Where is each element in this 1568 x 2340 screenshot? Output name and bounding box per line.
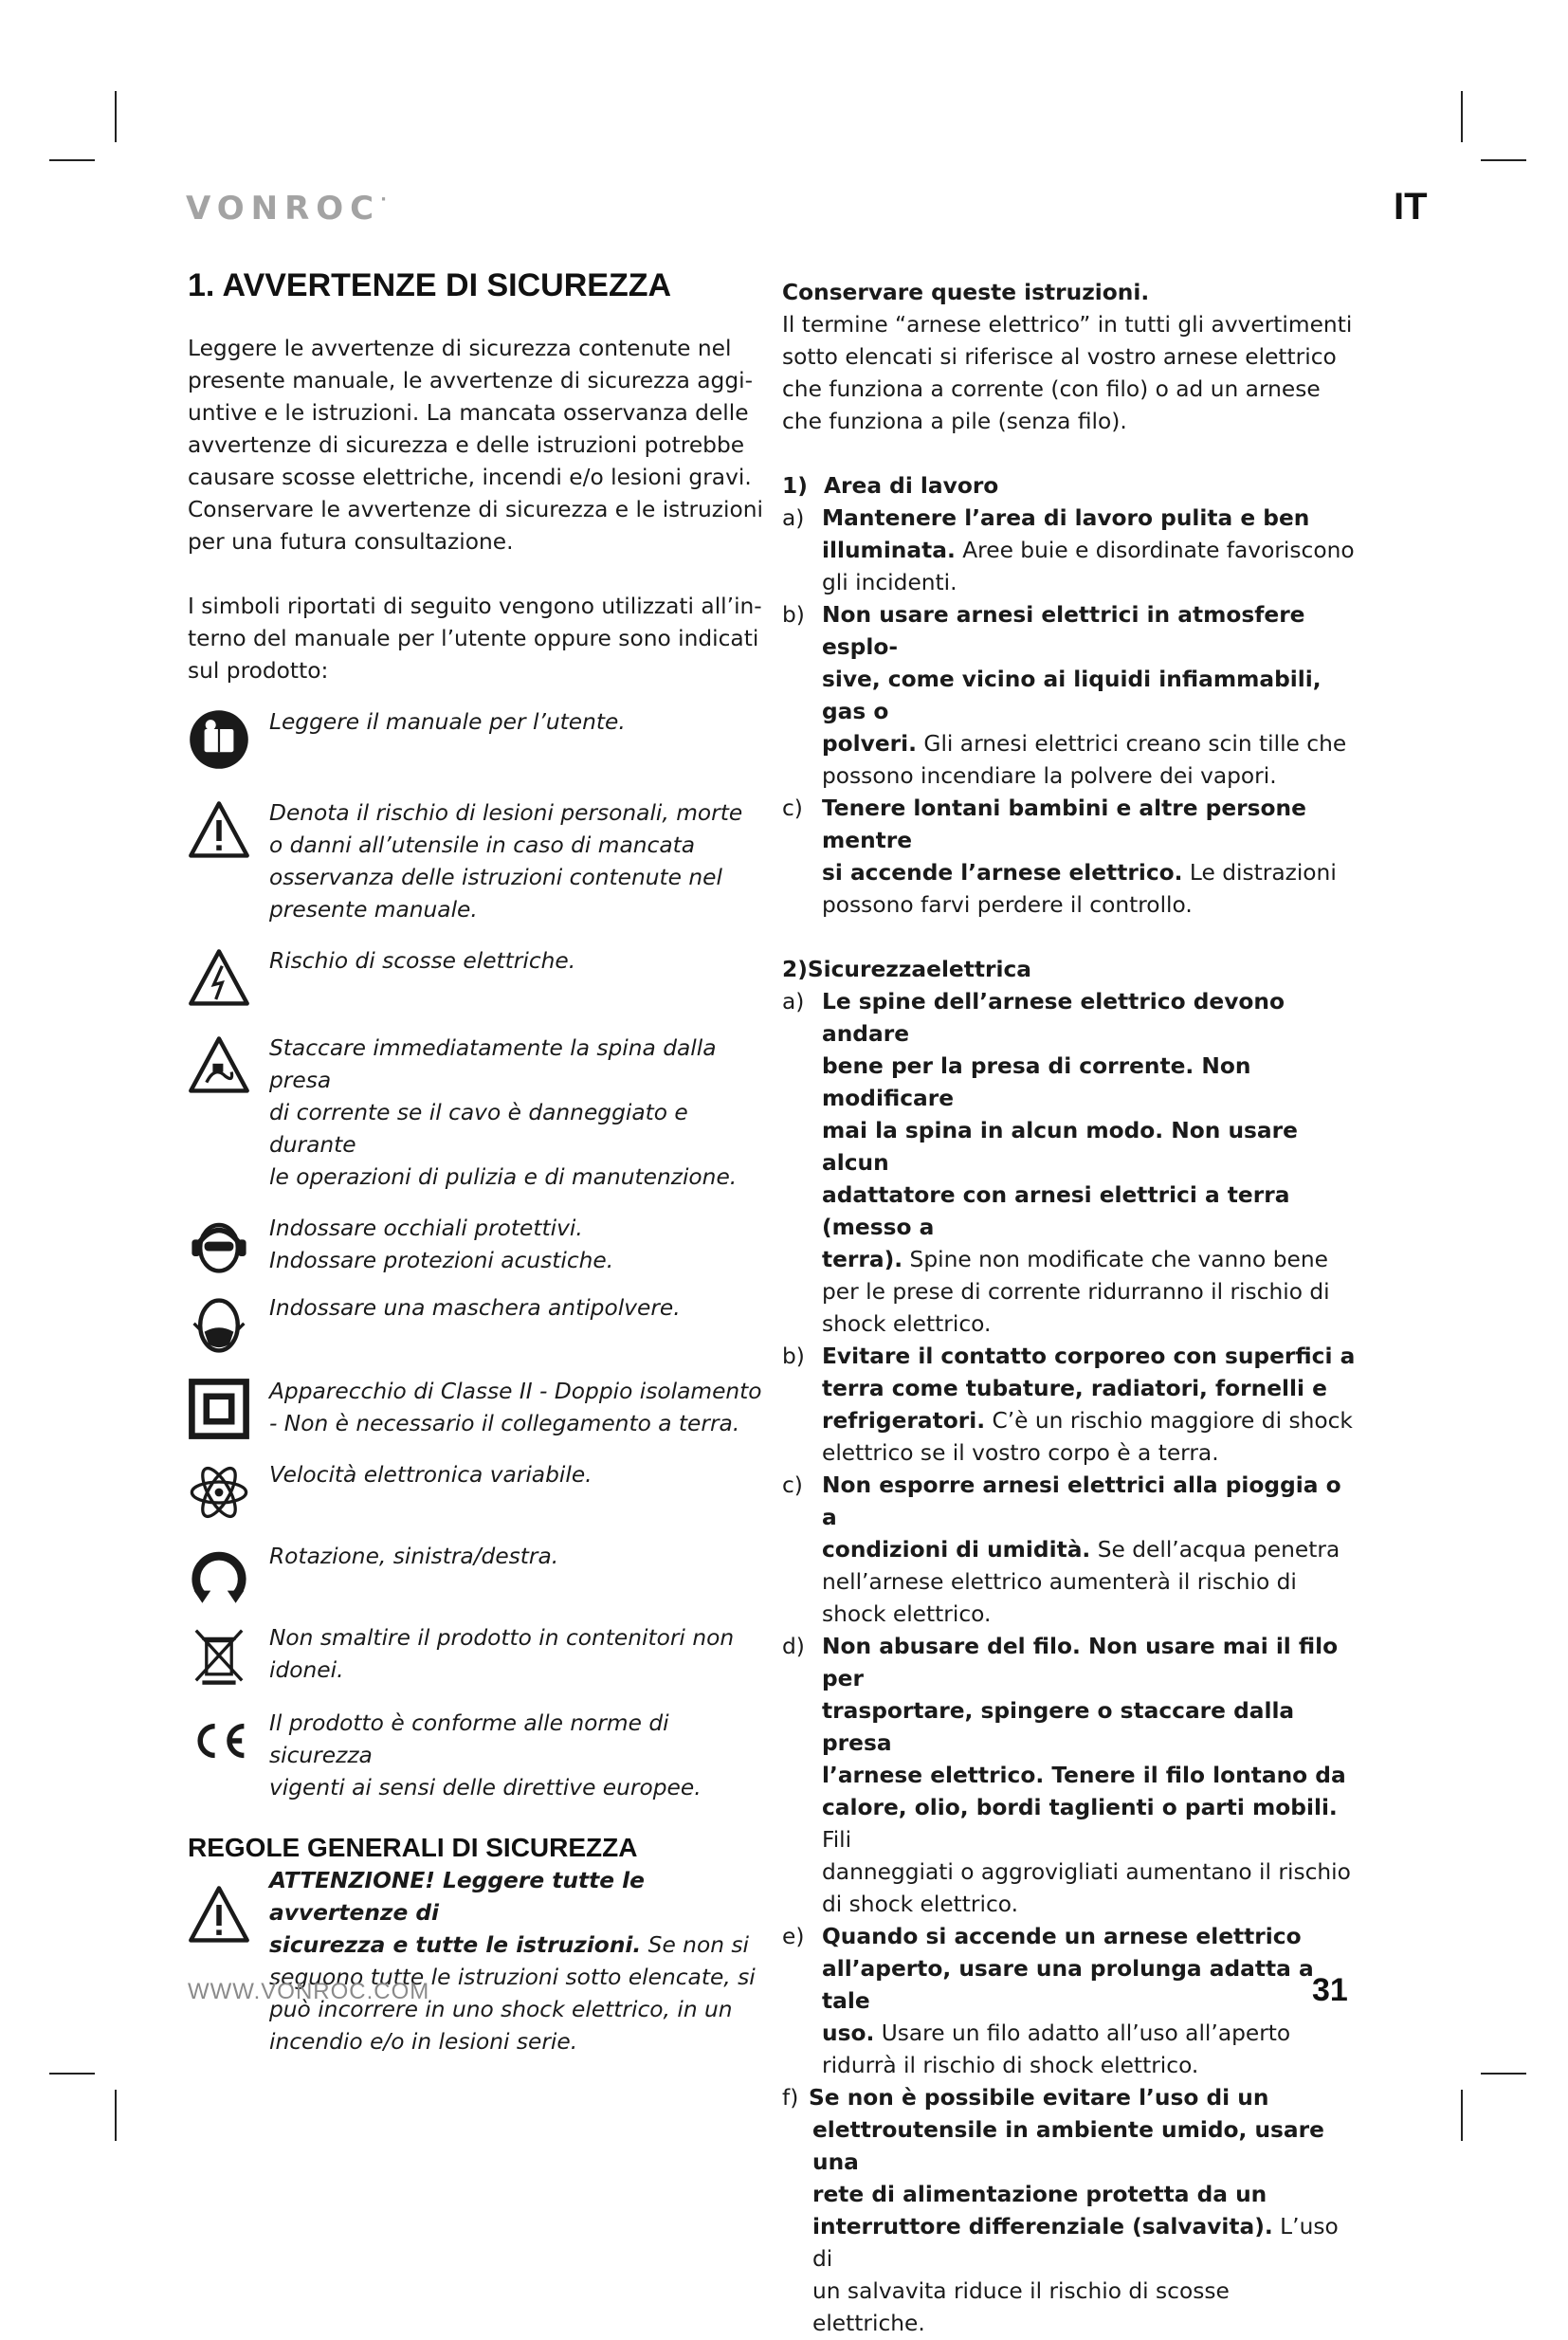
dust-mask-icon — [188, 1292, 269, 1357]
electric-shock-icon — [188, 945, 269, 1010]
crop-mark — [49, 2073, 95, 2075]
symbol-row: Rotazione, sinistra/destra. — [188, 1541, 766, 1605]
list-item: c) Non esporre arnesi elettrici alla pioggia o a condizioni di umidità. Se dell’acqua penetra nell’arnese elettrico aumenterà il rischio di shock elettrico. — [782, 1472, 1341, 1627]
read-manual-icon — [188, 706, 269, 771]
section-2-title: 2)Sicurezzaelettrica — [782, 957, 1032, 982]
list-item: f) Se non è possibile evitare l’uso di un elettroutensile in ambiente umido, usare una rete di alimentazione protetta da un interruttore differenziale (salvavita). L’uso di un salvavita riduce il rischio di scosse elettriche. — [782, 2085, 1339, 2336]
crop-mark — [1461, 91, 1463, 142]
crop-mark — [1481, 159, 1526, 161]
rotation-icon — [188, 1541, 269, 1605]
symbol-row: Velocità elettronica variabile. — [188, 1459, 766, 1524]
crop-mark — [115, 2090, 117, 2141]
general-rules-warning: ATTENZIONE! Leggere tutte le avvertenze di sicurezza e tutte le istruzioni. Se non si seguono tutte le istruzioni sotto elencate, si può incorrere in uno shock elettrico, in un incendio e/o in lesioni serie. — [188, 1865, 766, 2058]
right-column — [782, 277, 1362, 2340]
list-item: d) Non abusare del filo. Non usare mai il filo per trasportare, spingere o staccare dalla presa l’arnese elettrico. Tenere il filo lontano da calore, olio, bordi taglienti o parti mobili. Fili danneggiati o aggrovigliati aumentano il rischio di shock elettrico. — [782, 1634, 1351, 1917]
symbol-row: Indossare una maschera antipolvere. — [188, 1292, 766, 1357]
list-item: b) Non usare arnesi elettrici in atmosfere esplo- sive, come vicino ai liquidi infiammabili, gas o polveri. Gli arnesi elettrici creano scin tille che possono incendiare la polvere dei vapori. — [782, 602, 1347, 789]
unplug-icon — [188, 1033, 269, 1097]
class-ii-icon — [188, 1376, 269, 1440]
crop-mark — [1461, 2090, 1463, 2141]
crop-mark — [115, 91, 117, 142]
symbol-row: Denota il rischio di lesioni personali, morte o danni all’utensile in caso di mancata osservanza delle istruzioni contenute nel presente manuale. — [188, 797, 766, 926]
footer-url: WWW.VONROC.COM — [188, 1979, 430, 2004]
symbol-row: Apparecchio di Classe II - Doppio isolamento - Non è necessario il collegamento a terra. — [188, 1376, 766, 1440]
symbol-row: Rischio di scosse elettriche. — [188, 945, 766, 1010]
language-code: IT — [1394, 186, 1428, 228]
crop-mark — [49, 159, 95, 161]
section-1-title: 1) Area di lavoro — [782, 473, 999, 499]
left-column — [188, 267, 766, 2058]
crop-mark — [1481, 2073, 1526, 2075]
list-item: b) Evitare il contatto corporeo con superfici a terra come tubature, radiatori, fornelli e refrigeratori. C’è un rischio maggiore di shock elettrico se il vostro corpo è a terra. — [782, 1344, 1356, 1466]
symbol-row: Leggere il manuale per l’utente. — [188, 706, 766, 771]
symbol-row: Indossare occhiali protettivi. Indossare protezioni acustiche. — [188, 1213, 766, 1277]
page-number: 31 — [1312, 1972, 1348, 2008]
ce-mark-icon — [188, 1708, 269, 1772]
list-item: e) Quando si accende un arnese elettrico all’aperto, usare una prolunga adatta a tale uso. Usare un filo adatto all’uso all’aperto ridurrà il rischio di shock elettrico. — [782, 1924, 1314, 2078]
symbol-row: Non smaltire il prodotto in contenitori non idonei. — [188, 1622, 766, 1687]
symbol-row: Staccare immediatamente la spina dalla presa di corrente se il cavo è danneggiato e durante le operazioni di pulizia e di manutenzione. — [188, 1033, 766, 1194]
warning-icon — [188, 797, 269, 862]
intro-paragraph: Leggere le avvertenze di sicurezza contenute nel presente manuale, le avvertenze di sicurezza aggi- untive e le istruzioni. La mancata osservanza delle avvertenze di sicurezza e delle istruzioni potrebbe causare scosse elettriche, incendi e/o lesioni gravi. Conservare le avvertenze di sicurezza e le istruzioni per una futura consultazione. — [188, 336, 763, 555]
keep-instructions-title: Conservare queste istruzioni. — [782, 280, 1150, 305]
warning-icon — [188, 1865, 269, 1947]
section-title: 1. AVVERTENZE DI SICUREZZA — [188, 267, 672, 303]
list-item: a) Le spine dell’arnese elettrico devono andare bene per la presa di corrente. Non modificare mai la spina in alcun modo. Non usare alcun adattatore con arnesi elettrici a terra (messo a terra). Spine non modificate che vanno bene per le prese di corrente ridurranno il rischio di shock elettrico. — [782, 989, 1330, 1337]
general-rules-heading: REGOLE GENERALI DI SICUREZZA — [188, 1833, 638, 1862]
weee-bin-icon — [188, 1622, 269, 1687]
symbol-row: Il prodotto è conforme alle norme di sicurezza vigenti ai sensi delle direttive europee. — [188, 1708, 766, 1804]
goggles-earmuffs-icon — [188, 1213, 269, 1277]
list-item: a) Mantenere l’area di lavoro pulita e ben illuminata. Aree buie e disordinate favoriscono gli incidenti. — [782, 505, 1355, 595]
brand-logo: VONROC· — [186, 190, 387, 228]
variable-speed-icon — [188, 1459, 269, 1524]
keep-instructions-text: Il termine “arnese elettrico” in tutti gli avvertimenti sotto elencati si riferisce al vostro arnese elettrico che funziona a corrente (con filo) o ad un arnese che funziona a pile (senza filo). — [782, 312, 1353, 434]
list-item: c) Tenere lontani bambini e altre persone mentre si accende l’arnese elettrico. Le distrazioni possono farvi perdere il controllo. — [782, 795, 1337, 918]
symbols-intro: I simboli riportati di seguito vengono utilizzati all’in- terno del manuale per l’utente oppure sono indicati sul prodotto: — [188, 594, 762, 684]
